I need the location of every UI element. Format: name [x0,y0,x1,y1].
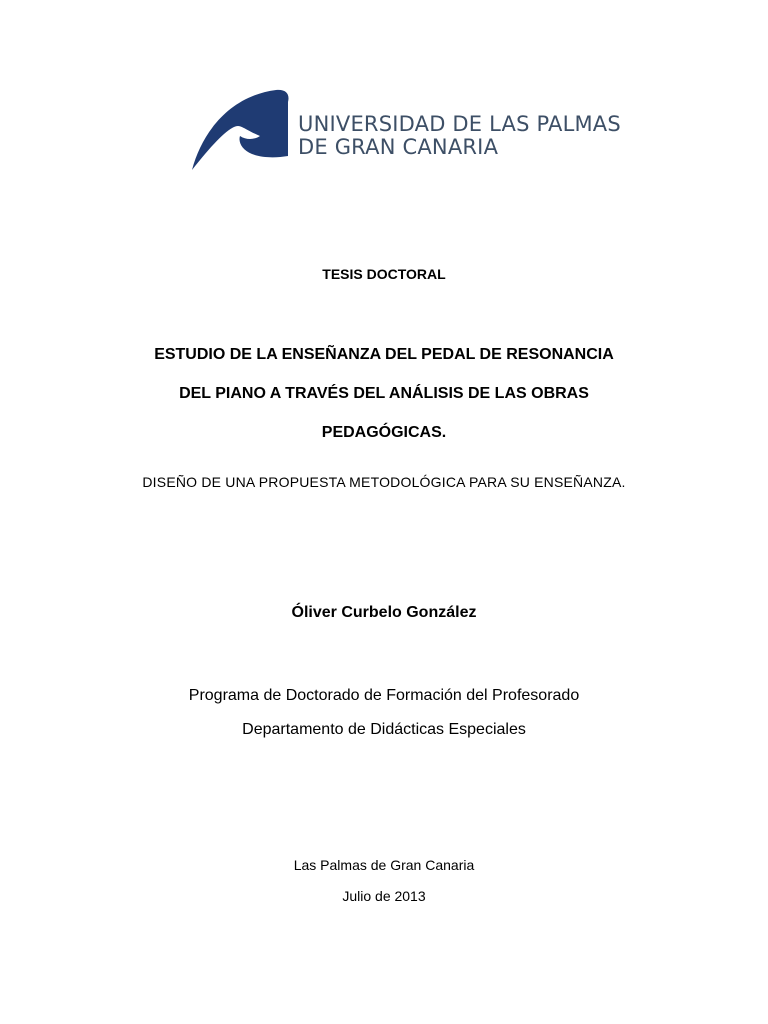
document-type: TESIS DOCTORAL [322,266,446,282]
thesis-title-line-2: DEL PIANO A TRAVÉS DEL ANÁLISIS DE LAS OBRAS [179,385,589,402]
thesis-title-line-3: PEDAGÓGICAS. [321,424,447,441]
thesis-subtitle: DISEÑO DE UNA PROPUESTA METODOLÓGICA PARA SU ENSEÑANZA. [142,474,626,490]
doctoral-program: Programa de Doctorado de Formación del Profesorado [188,687,580,704]
thesis-title-line-1: ESTUDIO DE LA ENSEÑANZA DEL PEDAL DE RESONANCIA [154,346,614,363]
university-name-line1: UNIVERSIDAD DE LAS PALMAS [298,112,621,136]
place: Las Palmas de Gran Canaria [293,857,475,873]
university-name-line2: DE GRAN CANARIA [298,135,499,159]
university-logo [188,86,621,176]
author-name: Óliver Curbelo González [291,604,477,621]
university-emblem-icon [188,86,298,176]
date: Julio de 2013 [342,888,426,904]
department: Departamento de Didácticas Especiales [242,721,526,738]
